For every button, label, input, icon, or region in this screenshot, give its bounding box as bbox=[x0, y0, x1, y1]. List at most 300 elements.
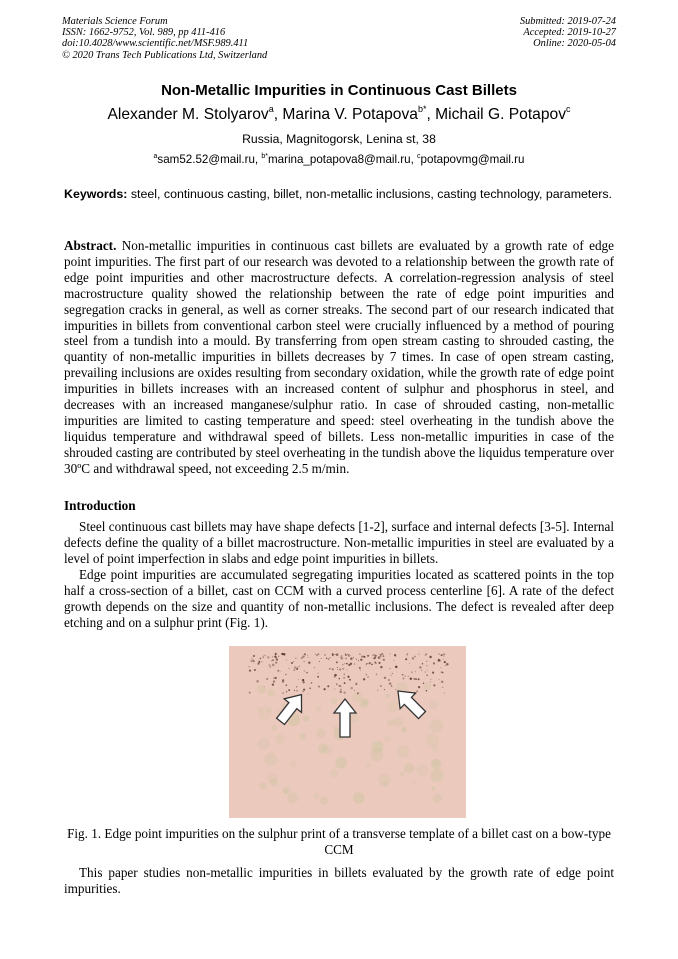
impurity-dot bbox=[320, 658, 321, 659]
impurity-dot bbox=[402, 674, 404, 676]
impurity-dot bbox=[252, 661, 253, 662]
print-blotch bbox=[265, 753, 278, 766]
copyright: © 2020 Trans Tech Publications Ltd, Switzerland bbox=[62, 49, 268, 61]
impurity-dot bbox=[319, 661, 320, 662]
impurity-dot bbox=[392, 673, 393, 674]
impurity-dot bbox=[340, 691, 342, 693]
impurity-dot bbox=[316, 654, 318, 656]
impurity-dot bbox=[380, 655, 382, 657]
impurity-dot bbox=[343, 674, 345, 676]
print-blotch bbox=[316, 706, 321, 711]
email-list: $^a$sam52.52@mail.ru, $^{b*}$marina_potapova8@mail.ru, $^c$potapovmg@mail.ru bbox=[153, 153, 525, 166]
impurity-dot bbox=[280, 671, 281, 672]
impurity-dot bbox=[275, 661, 277, 663]
impurity-dot bbox=[272, 656, 273, 657]
impurity-dot bbox=[334, 688, 335, 689]
impurity-dot bbox=[425, 653, 427, 655]
print-blotch bbox=[287, 793, 298, 804]
online-date: Online: 2020-05-04 bbox=[533, 38, 616, 50]
impurity-dot bbox=[430, 679, 431, 680]
impurity-dot bbox=[275, 677, 277, 679]
impurity-dot bbox=[318, 673, 319, 674]
print-blotch bbox=[267, 773, 278, 784]
impurity-dot bbox=[377, 690, 378, 691]
impurity-dot bbox=[307, 655, 308, 656]
impurity-dot bbox=[347, 669, 348, 670]
impurity-dot bbox=[419, 666, 421, 668]
email-link-3[interactable]: potapovmg@mail.ru bbox=[420, 153, 525, 166]
print-blotch bbox=[322, 745, 332, 755]
impurity-dot bbox=[446, 663, 449, 666]
impurity-dot bbox=[307, 693, 308, 694]
impurity-dot bbox=[249, 670, 251, 672]
impurity-dot bbox=[274, 655, 276, 657]
journal-name: Materials Science Forum bbox=[62, 16, 168, 27]
impurity-dot bbox=[405, 658, 407, 660]
impurity-dot bbox=[445, 665, 446, 666]
impurity-dot bbox=[422, 663, 424, 665]
print-blotch bbox=[425, 733, 439, 747]
impurity-dot bbox=[249, 692, 251, 694]
impurity-dot bbox=[272, 683, 274, 685]
print-blotch bbox=[430, 719, 443, 732]
print-blotch bbox=[303, 715, 310, 722]
impurity-dot bbox=[411, 671, 413, 673]
impurity-dot bbox=[350, 663, 352, 665]
impurity-dot bbox=[406, 653, 408, 655]
print-blotch bbox=[283, 789, 288, 794]
print-blotch bbox=[366, 763, 371, 768]
impurity-dot bbox=[441, 654, 443, 656]
impurity-dot bbox=[348, 654, 350, 656]
impurity-dot bbox=[332, 668, 333, 669]
impurity-dot bbox=[359, 667, 361, 669]
print-blotch bbox=[397, 745, 410, 758]
impurity-dot bbox=[427, 670, 428, 671]
impurity-dot bbox=[383, 655, 385, 657]
impurity-dot bbox=[309, 687, 311, 689]
impurity-dot bbox=[261, 661, 262, 662]
impurity-dot bbox=[418, 678, 420, 680]
accepted-date: Accepted: 2019-10-27 bbox=[523, 27, 616, 39]
print-blotch bbox=[290, 761, 297, 768]
impurity-dot bbox=[340, 657, 341, 658]
impurity-dot bbox=[378, 662, 380, 664]
impurity-dot bbox=[381, 653, 383, 655]
impurity-dot bbox=[337, 667, 338, 668]
impurity-dot bbox=[303, 689, 305, 691]
issn: ISSN: 1662-9752, Vol. 989, pp 411-416 bbox=[62, 27, 226, 39]
introduction-heading: Introduction bbox=[64, 498, 136, 513]
impurity-dot bbox=[374, 655, 376, 657]
print-blotch bbox=[433, 794, 442, 803]
impurity-dot bbox=[349, 679, 351, 681]
impurity-dot bbox=[444, 692, 445, 693]
impurity-dot bbox=[416, 690, 418, 692]
impurity-dot bbox=[442, 672, 444, 674]
impurity-dot bbox=[270, 666, 272, 668]
impurity-dot bbox=[302, 679, 304, 681]
affiliation: Russia, Magnitogorsk, Lenina st, 38 bbox=[242, 132, 436, 146]
impurity-dot bbox=[433, 662, 435, 664]
impurity-dot bbox=[376, 674, 377, 675]
impurity-dot bbox=[343, 677, 344, 678]
impurity-dot bbox=[328, 658, 330, 660]
impurity-dot bbox=[371, 664, 373, 666]
impurity-dot bbox=[326, 658, 327, 659]
impurity-dot bbox=[372, 655, 373, 656]
impurity-dot bbox=[286, 660, 287, 661]
keywords bbox=[64, 186, 614, 202]
print-blotch bbox=[314, 793, 320, 799]
impurity-dot bbox=[345, 658, 347, 660]
print-blotch bbox=[387, 701, 398, 712]
print-blotch bbox=[316, 728, 326, 738]
intro-paragraph-3: This paper studies non-metallic impurities in billets evaluated by the growth rate of edge point impurities. bbox=[64, 865, 614, 896]
impurity-dot bbox=[407, 655, 408, 656]
impurity-dot bbox=[295, 658, 296, 659]
print-blotch bbox=[300, 733, 307, 740]
impurity-dot bbox=[412, 657, 415, 660]
impurity-dot bbox=[418, 654, 419, 655]
submitted-date: Submitted: 2019-07-24 bbox=[519, 16, 616, 27]
impurity-dot bbox=[443, 659, 444, 660]
impurity-dot bbox=[384, 677, 386, 679]
print-blotch bbox=[431, 759, 440, 768]
impurity-dot bbox=[426, 674, 427, 675]
impurity-dot bbox=[304, 670, 305, 671]
impurity-dot bbox=[294, 666, 297, 669]
print-blotch bbox=[429, 700, 439, 710]
impurity-dot bbox=[383, 659, 385, 661]
impurity-dot bbox=[409, 663, 410, 664]
impurity-dot bbox=[335, 654, 336, 655]
impurity-dot bbox=[275, 658, 277, 660]
impurity-dot bbox=[350, 687, 353, 690]
impurity-dot bbox=[288, 668, 289, 669]
author-3: Michail G. Potapov$^c$ bbox=[435, 104, 571, 123]
impurity-dot bbox=[438, 653, 439, 654]
impurity-dot bbox=[345, 654, 347, 656]
impurity-dot bbox=[353, 657, 354, 658]
impurity-dot bbox=[366, 663, 367, 664]
impurity-dot bbox=[425, 655, 426, 656]
impurity-dot bbox=[369, 662, 371, 664]
print-blotch bbox=[330, 769, 338, 777]
impurity-dot bbox=[415, 671, 416, 672]
impurity-dot bbox=[410, 677, 412, 679]
impurity-dot bbox=[254, 669, 256, 671]
impurity-dot bbox=[343, 691, 345, 693]
doi: doi:10.4028/www.scientific.net/MSF.989.411 bbox=[62, 38, 249, 50]
print-blotch bbox=[353, 692, 363, 702]
author-1: Alexander M. Stolyarov$^a$, bbox=[107, 104, 283, 123]
print-blotch bbox=[378, 774, 391, 787]
impurity-dot bbox=[430, 682, 431, 683]
impurity-dot bbox=[332, 653, 334, 655]
impurity-dot bbox=[394, 660, 395, 661]
impurity-dot bbox=[371, 662, 372, 663]
header-left bbox=[62, 16, 267, 61]
print-blotch bbox=[404, 763, 414, 773]
impurity-dot bbox=[441, 681, 443, 683]
impurity-dot bbox=[389, 653, 390, 654]
figure-caption: Fig. 1. Edge point impurities on the sulphur print of a transverse template of a billet cast on a bow-type CCM bbox=[67, 826, 611, 857]
impurity-dot bbox=[317, 676, 319, 678]
print-blotch bbox=[416, 764, 428, 776]
impurity-dot bbox=[389, 682, 392, 685]
impurity-dot bbox=[341, 655, 343, 657]
impurity-dot bbox=[285, 684, 287, 686]
print-blotch bbox=[350, 714, 359, 723]
impurity-dot bbox=[281, 653, 283, 655]
impurity-dot bbox=[269, 664, 271, 666]
impurity-dot bbox=[415, 678, 417, 680]
impurity-dot bbox=[404, 676, 405, 677]
impurity-dot bbox=[250, 660, 252, 662]
impurity-dot bbox=[266, 678, 268, 680]
email-link-1[interactable]: sam52.52@mail.ru bbox=[157, 153, 255, 166]
impurity-dot bbox=[425, 671, 426, 672]
impurity-dot bbox=[263, 656, 264, 657]
impurity-dot bbox=[438, 660, 440, 662]
impurity-dot bbox=[378, 656, 381, 659]
impurity-dot bbox=[273, 680, 275, 682]
impurity-dot bbox=[418, 686, 420, 688]
impurity-dot bbox=[251, 658, 252, 659]
sulphur-print-image bbox=[229, 646, 466, 818]
print-blotch bbox=[260, 782, 267, 789]
impurity-dot bbox=[363, 678, 365, 680]
print-blotch bbox=[257, 685, 265, 693]
impurity-dot bbox=[359, 653, 360, 654]
print-blotch bbox=[272, 725, 278, 731]
impurity-dot bbox=[358, 660, 359, 661]
print-blotch bbox=[258, 738, 270, 750]
impurity-dot bbox=[282, 692, 284, 694]
abstract-label: Abstract. bbox=[64, 238, 117, 253]
impurity-dot bbox=[302, 691, 303, 692]
impurity-dot bbox=[294, 690, 295, 691]
impurity-dot bbox=[293, 669, 295, 671]
impurity-dot bbox=[429, 656, 431, 658]
intro-paragraph-1: Steel continuous cast billets may have shape defects [1-2], surface and internal defects [3-5]. Internal defects define the quality of a billet macrostructure. Non-metallic impurities in steel are evaluated by a level of point imperfection in slabs and edge point impurities in billets. bbox=[64, 519, 614, 566]
impurity-dot bbox=[360, 659, 362, 661]
impurity-dot bbox=[340, 689, 342, 691]
impurity-dot bbox=[367, 676, 369, 678]
print-blotch bbox=[384, 735, 391, 742]
impurity-dot bbox=[408, 676, 409, 677]
impurity-dot bbox=[308, 661, 310, 663]
impurity-dot bbox=[442, 654, 444, 656]
impurity-dot bbox=[314, 667, 315, 668]
impurity-dot bbox=[389, 668, 390, 669]
impurity-dot bbox=[285, 674, 286, 675]
impurity-dot bbox=[443, 656, 444, 657]
print-blotch bbox=[393, 717, 403, 727]
impurity-dot bbox=[277, 670, 279, 672]
impurity-dot bbox=[337, 669, 338, 670]
impurity-dot bbox=[440, 667, 441, 668]
print-blotch bbox=[275, 734, 284, 743]
impurity-dot bbox=[361, 655, 363, 657]
impurity-dot bbox=[346, 663, 348, 665]
impurity-dot bbox=[324, 654, 326, 656]
impurity-dot bbox=[338, 685, 340, 687]
impurity-dot bbox=[439, 679, 440, 680]
impurity-dot bbox=[365, 674, 367, 676]
impurity-dot bbox=[433, 684, 435, 686]
impurity-dot bbox=[391, 685, 392, 686]
impurity-dot bbox=[291, 662, 293, 664]
impurity-dot bbox=[263, 657, 264, 658]
impurity-dot bbox=[354, 663, 355, 664]
impurity-dot bbox=[253, 655, 255, 657]
impurity-dot bbox=[426, 665, 427, 666]
impurity-dot bbox=[258, 661, 259, 662]
impurity-dot bbox=[360, 670, 361, 671]
impurity-dot bbox=[336, 662, 338, 664]
impurity-dot bbox=[426, 661, 427, 662]
impurity-dot bbox=[302, 681, 304, 683]
impurity-dot bbox=[260, 658, 262, 660]
author-2: Marina V. Potapova$^{b*}$, bbox=[282, 104, 436, 123]
impurity-dot bbox=[299, 666, 300, 667]
print-blotch bbox=[331, 697, 338, 704]
impurity-dot bbox=[366, 664, 367, 665]
impurity-dot bbox=[402, 677, 404, 679]
keywords-text: steel, continuous casting, billet, non-metallic inclusions, casting technology, parameters. bbox=[130, 187, 613, 201]
intro-paragraph-2: Edge point impurities are accumulated segregating impurities located as scattered points in the top half a cross-section of a billet, cast on CCM with a curved process centerline [6]. A rate of the defect growth depends on the size and quantity of non-metallic inclusions. The defect is revealed after deep etching and on a sulphur print (Fig. 1). bbox=[64, 567, 614, 630]
print-blotch bbox=[423, 682, 431, 690]
print-blotch bbox=[430, 769, 443, 782]
paper-title: Non-Metallic Impurities in Continuous Cast Billets bbox=[161, 82, 517, 99]
impurity-dot bbox=[293, 661, 294, 662]
print-blotch bbox=[432, 787, 436, 791]
impurity-dot bbox=[414, 656, 415, 657]
impurity-dot bbox=[311, 682, 313, 684]
impurity-dot bbox=[379, 654, 380, 655]
impurity-dot bbox=[306, 672, 308, 674]
impurity-dot bbox=[275, 653, 277, 655]
impurity-dot bbox=[329, 668, 330, 669]
impurity-dot bbox=[336, 653, 339, 656]
impurity-dot bbox=[302, 655, 304, 657]
figure-sulphur-print bbox=[229, 646, 466, 818]
impurity-dot bbox=[272, 664, 275, 667]
print-blotch bbox=[411, 780, 416, 785]
impurity-dot bbox=[308, 657, 309, 658]
impurity-dot bbox=[367, 655, 369, 657]
impurity-dot bbox=[329, 657, 331, 659]
print-blotch bbox=[353, 792, 364, 803]
impurity-dot bbox=[315, 654, 316, 655]
impurity-dot bbox=[271, 660, 272, 661]
print-blotch bbox=[386, 694, 391, 699]
impurity-dot bbox=[350, 658, 352, 660]
impurity-dot bbox=[278, 656, 279, 657]
impurity-dot bbox=[318, 653, 319, 654]
impurity-dot bbox=[334, 676, 336, 678]
impurity-dot bbox=[413, 678, 415, 680]
email-link-2[interactable]: marina_potapova8@mail.ru bbox=[267, 153, 411, 166]
impurity-dot bbox=[374, 657, 376, 659]
impurity-dot bbox=[303, 691, 305, 693]
impurity-dot bbox=[286, 691, 287, 692]
impurity-dot bbox=[363, 656, 365, 658]
print-blotch bbox=[400, 772, 404, 776]
print-blotch bbox=[320, 797, 328, 805]
impurity-dot bbox=[327, 685, 329, 687]
impurity-dot bbox=[421, 670, 422, 671]
print-blotch bbox=[401, 727, 407, 733]
impurity-dot bbox=[339, 668, 341, 670]
impurity-dot bbox=[296, 686, 298, 688]
impurity-dot bbox=[267, 656, 269, 658]
impurity-dot bbox=[304, 661, 305, 662]
keywords-label: Keywords: bbox=[64, 187, 128, 201]
impurity-dot bbox=[442, 687, 443, 688]
impurity-dot bbox=[342, 668, 344, 670]
impurity-dot bbox=[339, 678, 340, 679]
impurity-dot bbox=[265, 655, 266, 656]
impurity-dot bbox=[356, 684, 357, 685]
impurity-dot bbox=[324, 688, 326, 690]
impurity-dot bbox=[342, 664, 343, 665]
impurity-dot bbox=[444, 661, 446, 663]
print-blotch bbox=[267, 689, 275, 697]
impurity-dot bbox=[336, 683, 338, 685]
impurity-dot bbox=[347, 676, 349, 678]
abstract-text: Non-metallic impurities in continuous cast billets are evaluated by a growth rate of edge point impurities. The first part of our research was devoted to a relationship between the growth rate of edge point impurities and other macrostructure defects. A correlation-regression analysis of steel macrostructure quality showed the relationship between the rate of edge point impurities and segregation cracks in general, as well as corner streaks. The second part of our research indicated that impurities in billets from conventional carbon steel were crucially influenced by a method of pouring steel from a tundish into a mould. By transferring from open stream casting to shrouded casting, the quantity of non-metallic impurities in billets decreases by 7 times. In case of open stream casting, prevailing inclusions are oxides resulting from secondary oxidation, while the growth rate of edge point impurities in billets increases with an increased content of sulphur and phosphorus in steel, and decreases with an increased manganese/sulphur ratio. In case of shrouded casting, non-metallic impurities are limited to casting temperature and speed: steel overheating in the tundish above the liquidus temperature and withdrawal speed of billets. Less non-metallic impurities in case of the shrouded casting are contributed by steel overheating in the tundish above the liquidus temperature over 30ºC and withdrawal speed, not exceeding 2.5 m/min. bbox=[64, 238, 614, 476]
impurity-dot bbox=[257, 663, 259, 665]
impurity-dot bbox=[318, 686, 320, 688]
impurity-dot bbox=[264, 655, 265, 656]
impurity-dot bbox=[380, 666, 382, 668]
impurity-dot bbox=[395, 666, 398, 669]
impurity-dot bbox=[296, 690, 297, 691]
impurity-dot bbox=[282, 679, 284, 681]
print-blotch bbox=[258, 706, 271, 719]
print-blotch bbox=[387, 719, 394, 726]
impurity-dot bbox=[380, 686, 381, 687]
impurity-dot bbox=[288, 689, 290, 691]
print-blotch bbox=[335, 757, 347, 769]
impurity-dot bbox=[356, 658, 357, 659]
impurity-dot bbox=[394, 654, 396, 656]
impurity-dot bbox=[375, 662, 377, 664]
impurity-dot bbox=[432, 671, 434, 673]
print-blotch bbox=[373, 741, 383, 751]
header-right bbox=[520, 16, 616, 50]
impurity-dot bbox=[298, 679, 299, 680]
impurity-dot bbox=[384, 689, 385, 690]
impurity-dot bbox=[354, 690, 355, 691]
author-list bbox=[0, 106, 678, 124]
abstract bbox=[64, 238, 614, 477]
impurity-dot bbox=[391, 675, 392, 676]
impurity-dot bbox=[344, 682, 346, 684]
impurity-dot bbox=[272, 659, 274, 661]
impurity-dot bbox=[304, 653, 306, 655]
impurity-dot bbox=[256, 680, 259, 683]
impurity-dot bbox=[344, 663, 345, 664]
impurity-dot bbox=[372, 655, 373, 656]
impurity-dot bbox=[248, 666, 250, 668]
impurity-dot bbox=[298, 666, 299, 667]
impurity-dot bbox=[388, 679, 390, 681]
impurity-dot bbox=[296, 668, 298, 670]
